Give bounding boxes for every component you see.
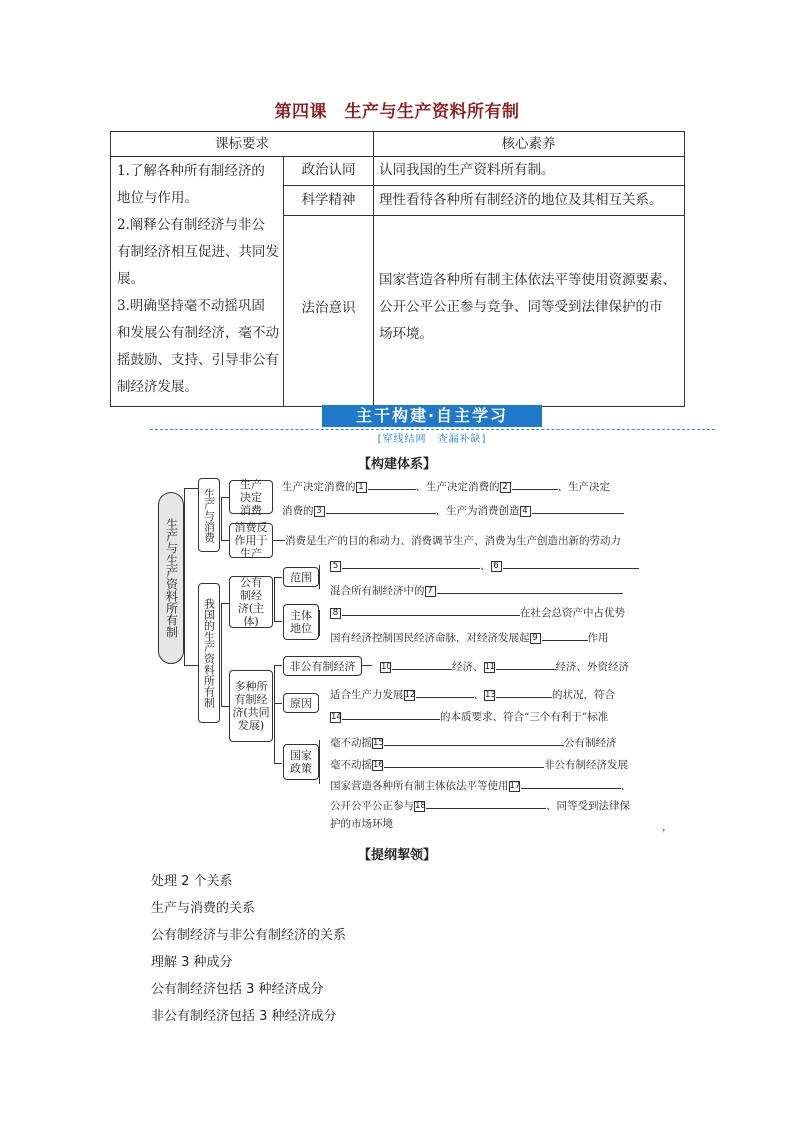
connector <box>274 665 282 666</box>
map-line-4: 5 、 6 <box>330 557 639 573</box>
page-title: 第四课 生产与生产资料所有制 <box>274 102 520 122</box>
literacy-name: 科学精神 <box>301 192 356 208</box>
node-main-status: 主体地位 <box>283 604 319 640</box>
standards-table <box>110 131 685 407</box>
requirement-line: 有制经济相互促进、共同发 <box>117 244 279 260</box>
map-line-5: 混合所有制经济中的 7 <box>330 582 623 598</box>
blank-8[interactable] <box>342 604 520 616</box>
table-rule <box>283 185 684 186</box>
node-multi-ownership: 多种所有制经济(共同发展) <box>229 670 273 742</box>
node-production-decides: 生产决定消费 <box>229 480 273 514</box>
blank-1[interactable] <box>368 478 416 490</box>
node-public-economy: 公有制经济(主体) <box>229 576 273 628</box>
requirement-line: 2.阐释公有制经济与非公 <box>117 217 265 233</box>
map-line-12: 毫不动摇16 非公有制经济发展 <box>330 756 628 772</box>
blank-7[interactable] <box>437 582 623 594</box>
connector <box>274 577 282 578</box>
map-line-6: 8 在社会总资产中占优势 <box>330 604 625 620</box>
requirement-line: 3.明确坚持毫不动摇巩固 <box>117 298 265 314</box>
requirement-line: 摇鼓励、支持、引导非公有 <box>117 352 279 368</box>
outline-item: 非公有制经济包括 3 种经济成分 <box>151 1009 337 1024</box>
connector <box>274 621 282 622</box>
map-line-14: 公开公平公正参与18 、同等受到法律保 <box>330 797 630 813</box>
blank-2[interactable] <box>512 478 558 490</box>
blank-10[interactable] <box>392 658 452 670</box>
map-line-11: 毫不动摇15 公有制经济 <box>330 734 617 750</box>
node-ownership-system: 我国的生产资料所有制 <box>198 583 220 723</box>
table-header-literacy: 核心素养 <box>501 136 556 152</box>
connector <box>274 763 282 764</box>
blank-12[interactable] <box>416 686 474 698</box>
map-line-10: 14 的本质要求、符合“三个有利于”标准 <box>330 708 608 724</box>
connector <box>274 577 275 621</box>
node-reaction: 消费反作用于生产 <box>229 523 273 558</box>
connector <box>319 610 320 636</box>
connector <box>274 703 282 704</box>
blank-17[interactable] <box>521 777 621 789</box>
requirement-line: 制经济发展。 <box>117 379 198 395</box>
blank-18[interactable] <box>426 797 546 809</box>
section-heading-outline: 【提纲挈领】 <box>357 848 436 863</box>
table-rule <box>283 215 684 216</box>
outline-item: 处理 2 个关系 <box>151 874 233 889</box>
literacy-desc: 公开公平公正参与竞争、同等受到法律保护的市 <box>379 299 663 315</box>
blank-16[interactable] <box>384 756 544 768</box>
section-banner: 主干构建·自主学习 <box>322 405 542 427</box>
connector <box>184 488 198 489</box>
requirement-line: 和发展公有制经济，毫不动 <box>117 325 279 341</box>
map-line-8: 10 经济、11 经济、外资经济 <box>380 658 629 674</box>
root-node: 生产与生产资料所有制 <box>158 492 184 664</box>
connector <box>221 497 229 498</box>
literacy-desc: 国家营造各种所有制主体依法平等使用资源要素、 <box>379 272 676 288</box>
map-line-3: 消费是生产的目的和动力、消费调节生产、消费为生产创造出新的劳动力 <box>285 535 621 547</box>
literacy-name: 法治意识 <box>301 300 356 316</box>
connector <box>273 540 285 541</box>
literacy-name: 政治认同 <box>301 162 356 178</box>
outline-item: 公有制经济包括 3 种经济成分 <box>151 982 324 997</box>
node-policy: 国家政策 <box>283 744 319 780</box>
connector <box>184 488 185 666</box>
node-reason: 原因 <box>283 693 319 713</box>
blank-14[interactable] <box>342 708 440 720</box>
map-line-13: 国家营造各种所有制主体依法平等使用17 、 <box>330 777 631 793</box>
literacy-desc: 认同我国的生产资料所有制。 <box>379 162 555 178</box>
connector <box>319 740 320 784</box>
node-non-public: 非公有制经济 <box>283 656 362 676</box>
connector <box>319 565 320 589</box>
connector <box>221 497 222 540</box>
table-rule <box>373 156 374 406</box>
blank-6[interactable] <box>503 557 639 569</box>
map-line-1: 生产决定消费的 1 、生产决定消费的 2 、生产决定 <box>282 478 610 494</box>
blank-15[interactable] <box>384 734 564 746</box>
section-heading-system: 【构建体系】 <box>357 457 436 472</box>
map-line-2: 消费的 3 、生产为消费创造 4 <box>282 502 624 518</box>
connector <box>221 540 229 541</box>
connector <box>221 603 222 707</box>
outline-item: 公有制经济与非公有制经济的关系 <box>151 928 347 943</box>
blank-11[interactable] <box>496 658 556 670</box>
requirement-line: 展。 <box>117 271 144 287</box>
requirement-line: 1.了解各种所有制经济的 <box>117 163 265 179</box>
connector <box>362 665 372 666</box>
map-line-7: 国有经济控制国民经济命脉，对经济发展起 9 作用 <box>330 629 609 645</box>
requirement-line: 地位与作用。 <box>117 190 198 206</box>
table-header-standards: 课标要求 <box>215 136 269 152</box>
connector <box>274 665 275 763</box>
node-production-consumption: 生产与消费 <box>198 478 220 552</box>
node-scope: 范围 <box>283 567 319 587</box>
blank-5[interactable] <box>342 557 480 569</box>
map-line-15: 护的市场环境 <box>330 818 393 830</box>
connector <box>221 603 229 604</box>
outline-item: 理解 3 种成分 <box>151 955 233 970</box>
blank-9[interactable] <box>542 629 588 641</box>
section-banner-subtitle: [穿线结网 查漏补缺] <box>377 434 487 445</box>
blank-13[interactable] <box>496 686 552 698</box>
map-line-9: 适合生产力发展12 、13 的状况，符合 <box>330 686 615 702</box>
blank-3[interactable] <box>326 502 436 514</box>
connector <box>184 665 198 666</box>
literacy-desc: 场环境。 <box>379 326 433 342</box>
literacy-desc: 理性看待各种所有制经济的地位及其相互关系。 <box>379 192 663 208</box>
blank-4[interactable] <box>532 502 624 514</box>
connector <box>221 706 229 707</box>
outline-item: 生产与消费的关系 <box>151 901 256 916</box>
map-line-end: ， <box>662 821 673 833</box>
